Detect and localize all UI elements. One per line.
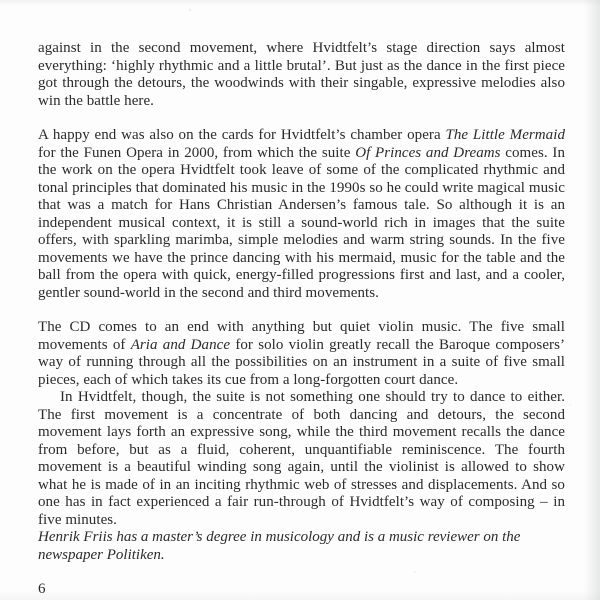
author-byline: [38, 529, 565, 564]
text-block: [38, 40, 565, 529]
text-run: for the Funen Opera in 2000, from which the suite: [38, 144, 356, 161]
text-run: comes. In the work on the opera Hvidtfelt took leave of some of the complicated rhythmic and tonal principles that dominated his music in the 1990s so he could write magical music that was a match for Hans Christian Andersen’s famous tale. So although it is an independent musical context, it is still a sound-world rich in images that the suite offers, with sparkling marimba, simple melodies and warm string sounds. In the five movements we have the prince dancing with his mermaid, music for the table and the ball from the opera with quick, energy-filled progressions first and last, and a cooler, gentler sound-world in the second and third movements.: [38, 144, 565, 301]
page-number: 6: [38, 581, 46, 597]
paragraph: [38, 389, 565, 529]
italic-run: Of Princes and Dreams: [355, 144, 501, 161]
paragraph: [38, 319, 565, 389]
text-run: In Hvidtfelt, though, the suite is not something one should try to dance to either. The first movement is a concentrate of both dancing and detours, the second movement lays forth an expressive song, while the third movement recalls the dance from before, but as a fluid, coherent, unquantifiable reminiscence. The fourth movement is a beautiful winding song again, until the violinist is allowed to show what he is made of in an inciting rhythmic web of stresses and displacements. And so one has in fact experienced a fair run-through of Hvidtfelt’s way of composing – in five minutes.: [38, 389, 565, 528]
paragraph: [38, 127, 565, 302]
italic-run: Henrik Friis has a master’s degree in musicology and is a music reviewer on the newspaper Politiken.: [38, 529, 521, 563]
text-run: for solo violin greatly recall the Baroque composers’ way of running through all the possibilities on an instrument in a suite of five small pieces, each of which takes its cue from a long-forgotten court dance.: [38, 336, 566, 388]
text-run: against in the second movement, where Hvidtfelt’s stage direction says almost everything: ‘highly rhythmic and a little brutal’. But just as the dance in the first piece got through the detours, the woodwinds with their singable, expressive melodies also win the battle here.: [38, 40, 565, 109]
italic-run: The Little Mermaid: [445, 127, 565, 143]
paragraph: [38, 40, 565, 110]
text-run: The CD comes to an end with anything but quiet violin music. The five small movements of: [38, 319, 565, 353]
italic-run: Aria and Dance: [130, 336, 231, 353]
text-run: A happy end was also on the cards for Hvidtfelt’s chamber opera: [38, 127, 446, 143]
